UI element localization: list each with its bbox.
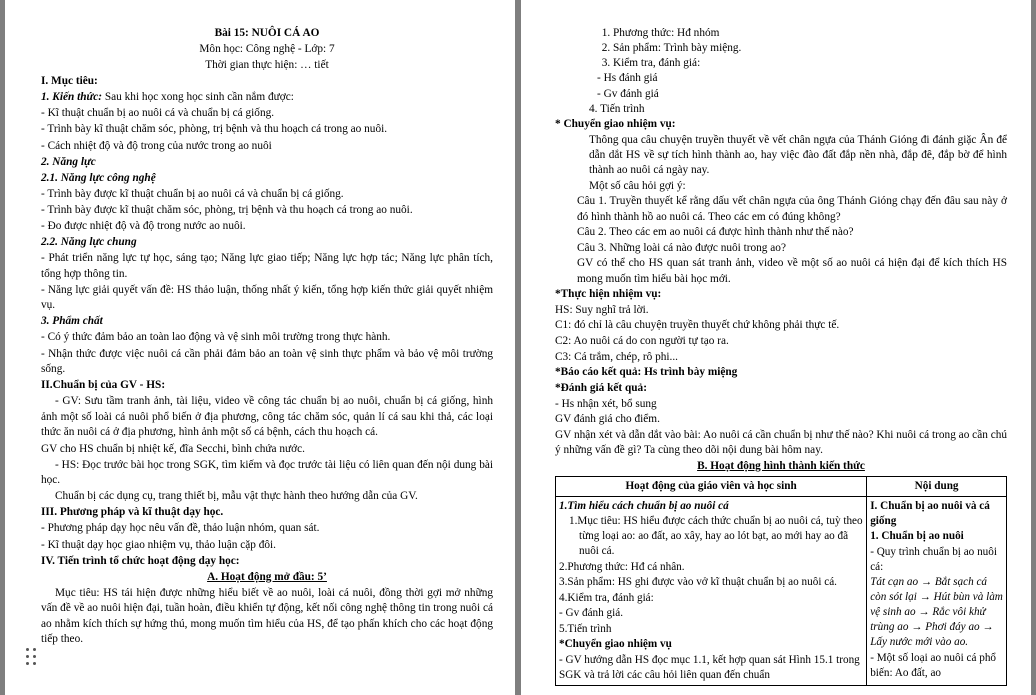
heading-muc-tieu: I. Mục tiêu: [41,75,98,88]
line-tien-trinh: 4. Tiến trình [589,102,645,115]
cell-line: - Gv đánh giá. [559,607,624,620]
subheading-kien-thuc: 1. Kiến thức: Sau khi học xong học sinh cần nắm được: [41,91,294,104]
list-item: 1. Phương thức: Hđ nhóm [613,26,1007,41]
line-pp-1: - Phương pháp dạy học nêu vấn đề, thảo luận nhóm, quan sát. [41,522,320,535]
cell-line: Tát cạn ao → Bắt sạch cá còn sót lại → Hút bùn và làm vệ sinh ao → Rắc vôi khử trùng ao → Phơi đáy ao → Lấy nước mới vào ao. [870,576,1003,649]
list-danh-gia [555,71,1007,101]
table-caption: B. Hoạt động hình thành kiến thức [697,459,865,472]
line-gv-dungcu: GV cho HS chuẩn bị nhiệt kế, đĩa Secchi, bình chứa nước. [41,442,305,455]
heading-chuyen-giao-nhiem-vu: * Chuyển giao nhiệm vụ: [555,118,676,131]
page-right-content [555,26,1007,686]
line-nlcn-3: - Đo được nhiệt độ và độ trong nước ao nuôi. [41,219,246,232]
doc-title-line-1: Bài 15: NUÔI CÁ AO [214,27,320,39]
drag-handle-icon[interactable] [26,648,38,670]
line-muc-tieu-mo-dau: Mục tiêu: HS tái hiện được những hiểu biết về ao nuôi, loài cá nuôi, đồng thời gợi mở những vấn đề về ao nuôi hiện đại, tuần hoàn, điều khiển tự động, kết nối công nghệ thông tin trong nuôi cá ao nhằm kích thích sự hứng thú, mong muốn tìm hiểu của HS, để tạo phấn khích cho các hoạt động tiếp theo. [41,586,493,646]
table-header-hoat-dong: Hoạt động của giáo viên và học sinh [556,476,867,496]
heading-phuong-phap: III. Phương pháp và kĩ thuật dạy học. [41,506,224,519]
cell-line: 2.Phương thức: Hđ cá nhân. [559,560,685,573]
line-pc-2: - Nhận thức được việc nuôi cá cần phải đảm bảo an toàn vệ sinh thực phẩm và bảo vệ môi trường sống. [41,347,493,376]
heading-bao-cao-ket-qua: *Báo cáo kết quả: Hs trình bày miệng [555,366,738,379]
list-phuong-thuc [555,26,1007,71]
cell-line: 3.Sản phẩm: HS ghi được vào vở kĩ thuật chuẩn bị ao nuôi cá. [559,576,837,589]
line-pc-1: - Có ý thức đảm bảo an toàn lao động và vệ sinh môi trường trong thực hành. [41,331,391,344]
page-left [5,0,515,695]
table-cell-content [867,496,1007,686]
pages-container [5,0,1031,695]
subheading-nang-luc-chung: 2.2. Năng lực chung [41,236,137,249]
doc-title-line-3: Thời gian thực hiện: … tiết [205,59,329,72]
exec-line-4: C3: Cá trắm, chép, rô phi... [555,350,678,363]
activity-table [555,476,1007,687]
line-kt-2: - Trình bày kĩ thuật chăm sóc, phòng, trị bệnh và thu hoạch cá trong ao nuôi. [41,123,388,136]
question-2: Câu 2. Theo các em ao nuôi cá được hình thành như thế nào? [577,226,854,239]
page-left-content [41,26,493,648]
paragraph-cau-hoi-goi-y: Một số câu hỏi gợi ý: [589,179,686,192]
line-nlc-1: - Phát triển năng lực tự học, sáng tạo; Năng lực giao tiếp; Năng lực hợp tác; Năng lực phân tích, tổng hợp thông tin. [41,252,493,280]
table-row [556,496,1007,686]
cell-line: - GV hướng dẫn HS đọc mục 1.1, kết hợp quan sát Hình 15.1 trong SGK và trả lời các câu hỏi liên quan đến chuẩn [559,653,860,681]
list-item: 3. Kiểm tra, đánh giá: [613,56,1007,71]
list-item: 2. Sản phẩm: Trình bày miệng. [613,41,1007,56]
cell-line: 1.Tìm hiểu cách chuẩn bị ao nuôi cá [559,499,729,512]
question-1: Câu 1. Truyền thuyết kể rằng dấu vết chân ngựa của ông Thánh Gióng chạy đến đâu sau này ở đó hình thành hồ ao nuôi cá. Theo các em có đúng không? [577,195,1007,223]
line-nlcn-2: - Trình bày được kĩ thuật chăm sóc, phòng, trị bệnh và thu hoạch cá trong ao nuôi. [41,203,413,216]
eval-line-2: GV đánh giá cho điểm. [555,413,660,426]
heading-thuc-hien-nhiem-vu: *Thực hiện nhiệm vụ: [555,288,662,301]
heading-tien-trinh: IV. Tiến trình tổ chức hoạt động dạy học: [41,554,240,567]
exec-line-2: C1: đó chỉ là câu chuyện truyền thuyết chứ không phải thực tế. [555,319,840,332]
table-header-noi-dung: Nội dung [867,476,1007,496]
line-gv-chuanbi: - GV: Sưu tầm tranh ảnh, tài liệu, video về công tác chuẩn bị ao nuôi, chuẩn bị cá giống, hình ảnh một số loài cá nuôi phổ biến ở địa phương, công tác chăm sóc, quản lí cá sau khi thả, các loại thức ăn nuôi cá ở địa phương, hình ảnh một số cá bệnh, cách thu hoạch cá. [41,395,493,439]
line-kt-3: - Cách nhiệt độ và độ trong của nước trong ao nuôi [41,139,272,152]
cell-line: I. Chuẩn bị ao nuôi và cá giống [870,499,990,527]
line-hs-chuanbi: - HS: Đọc trước bài học trong SGK, tìm kiếm và đọc trước tài liệu có liên quan đến nội dung bài học. [41,458,493,487]
cell-line: 5.Tiến trình [559,622,612,635]
line-nlc-2: - Năng lực giải quyết vấn đề: HS thảo luận, thống nhất ý kiến, tổng hợp kiến thức giải quyết nhiệm vụ. [41,283,493,312]
heading-chuan-bi: II.Chuẩn bị của GV - HS: [41,379,166,392]
eval-line-1: - Hs nhận xét, bổ sung [555,397,657,410]
line-kt-1: - Kĩ thuật chuẩn bị ao nuôi cá và chuẩn bị cá giống. [41,107,275,120]
paragraph-dan-dat-vao-bai: GV nhận xét và dẫn dắt vào bài: Ao nuôi cá cần chuẩn bị như thế nào? Khi nuôi cá trong ao cần chú ý những vấn đề gì? Ta cùng theo dõi nội dung bài hôm nay. [555,428,1007,456]
paragraph-thanh-giong: Thông qua câu chuyện truyền thuyết về vết chân ngựa của Thánh Gióng đi đánh giặc Ân để dẫn dắt HS về sự tích hình thành ao, hay việc đào đất đắp nền nhà, đắp đê, đắp bờ để hình thành ao nuôi cá ngày nay. [589,133,1007,177]
table-cell-activity [556,496,867,686]
list-item: - Hs đánh giá [597,71,1007,86]
activity-title-mo-dau: A. Hoạt động mở đầu: 5’ [207,570,327,583]
exec-line-1: HS: Suy nghĩ trả lời. [555,303,649,316]
page-right [521,0,1031,695]
exec-line-3: C2: Ao nuôi cá do con người tự tạo ra. [555,335,729,347]
line-nlcn-1: - Trình bày được kĩ thuật chuẩn bị ao nuôi cá và chuẩn bị cá giống. [41,187,344,200]
paragraph-gv-tranh-anh: GV có thể cho HS quan sát tranh ảnh, video về một số ao nuôi cá hiện đại để kích thích HS mong muốn tìm hiểu bài học mới. [577,257,1007,285]
heading-danh-gia-ket-qua: *Đánh giá kết quả: [555,381,647,394]
list-item: - Gv đánh giá [597,87,1007,102]
cell-line: *Chuyển giao nhiệm vụ [559,638,672,651]
subheading-nang-luc-cong-nghe: 2.1. Năng lực công nghệ [41,171,156,184]
line-pp-2: - Kĩ thuật dạy học giao nhiệm vụ, thảo luận cặp đôi. [41,538,276,551]
cell-line: 1.Mục tiêu: HS hiểu được cách thức chuẩn bị ao nuôi cá, tuỳ theo từng loại ao: ao đất, ao xây, hay ao lót bạt, ao mới hay ao đã nuôi cá. [569,515,863,558]
cell-line: 4.Kiểm tra, đánh giá: [559,591,654,604]
cell-line: - Một số loại ao nuôi cá phổ biến: Ao đất, ao [870,651,997,679]
doc-title-line-2: Môn học: Công nghệ - Lớp: 7 [199,43,335,56]
question-3: Câu 3. Những loài cá nào được nuôi trong ao? [577,241,786,254]
subheading-pham-chat: 3. Phẩm chất [41,315,103,328]
line-chuanbi-dungcu: Chuẩn bị các dụng cụ, trang thiết bị, mẫu vật thực hành theo hướng dẫn của GV. [55,490,418,503]
subheading-nang-luc: 2. Năng lực [41,155,96,168]
cell-line: 1. Chuẩn bị ao nuôi [870,530,964,543]
cell-line: - Quy trình chuẩn bị ao nuôi cá: [870,545,997,573]
table-header-row [556,476,1007,496]
